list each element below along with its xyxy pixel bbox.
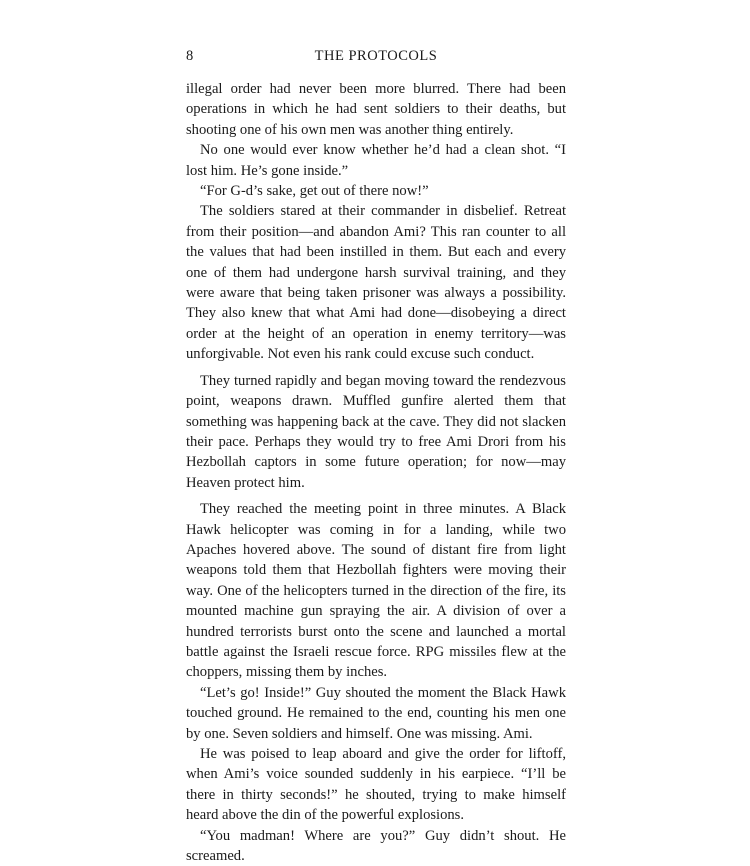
paragraph-6: They reached the meeting point in three minutes. A Black Hawk helicopter was coming in for a landing, while two Apaches hovered above. The sound of distant fire from light weapons told them that Hezbollah fighters were moving their way. One of the helicopters turned in the direction of the fire, its mounted machine gun spraying the air. A division of over a hundred terrorists burst onto the scene and launched a mortal battle against the Israeli rescue force. RPG missiles flew at the choppers, missing them by inches.: [186, 501, 566, 681]
paragraph-3: “For G-d’s sake, get out of there now!”: [200, 183, 429, 200]
running-head: [186, 46, 566, 66]
running-title: THE PROTOCOLS: [314, 48, 438, 64]
paragraph-5: They turned rapidly and began moving toward the rendezvous point, weapons drawn. Muffled gunfire alerted them that something was happening back at the cave. They did not slacken their pace. Perhaps they would try to free Ami Drori from his Hezbollah captors in some future operation; for now—may Heaven protect him.: [186, 372, 566, 491]
body-text: [186, 79, 566, 866]
paragraph-2: No one would ever know whether he’d had a clean shot. “I lost him. He’s gone inside.”: [186, 142, 566, 179]
paragraph-4: The soldiers stared at their commander in disbelief. Retreat from their position—and abandon Ami? This ran counter to all the values that had been instilled in them. But each and every one of them had undergone harsh survival training, and they were aware that being taken prisoner was always a possibility. They also knew that what Ami had done—disobeying a direct order at the height of an operation in enemy territory—was unforgivable. Not even his rank could excuse such conduct.: [186, 203, 566, 363]
page-number: 8: [186, 48, 194, 64]
paragraph-1: illegal order had never been more blurred. There had been operations in which he had sent soldiers to their deaths, but shooting one of his own men was another thing entirely.: [186, 81, 566, 138]
paragraph-9: “You madman! Where are you?” Guy didn’t shout. He screamed.: [186, 827, 566, 865]
paragraph-7: “Let’s go! Inside!” Guy shouted the moment the Black Hawk touched ground. He remained to the end, counting his men one by one. Seven soldiers and himself. One was missing. Ami.: [186, 684, 566, 742]
paragraph-8: He was poised to leap aboard and give the order for liftoff, when Ami’s voice sounded suddenly in his earpiece. “I’ll be there in thirty seconds!” he shouted, trying to make himself heard above the din of the powerful explosions.: [186, 746, 566, 824]
